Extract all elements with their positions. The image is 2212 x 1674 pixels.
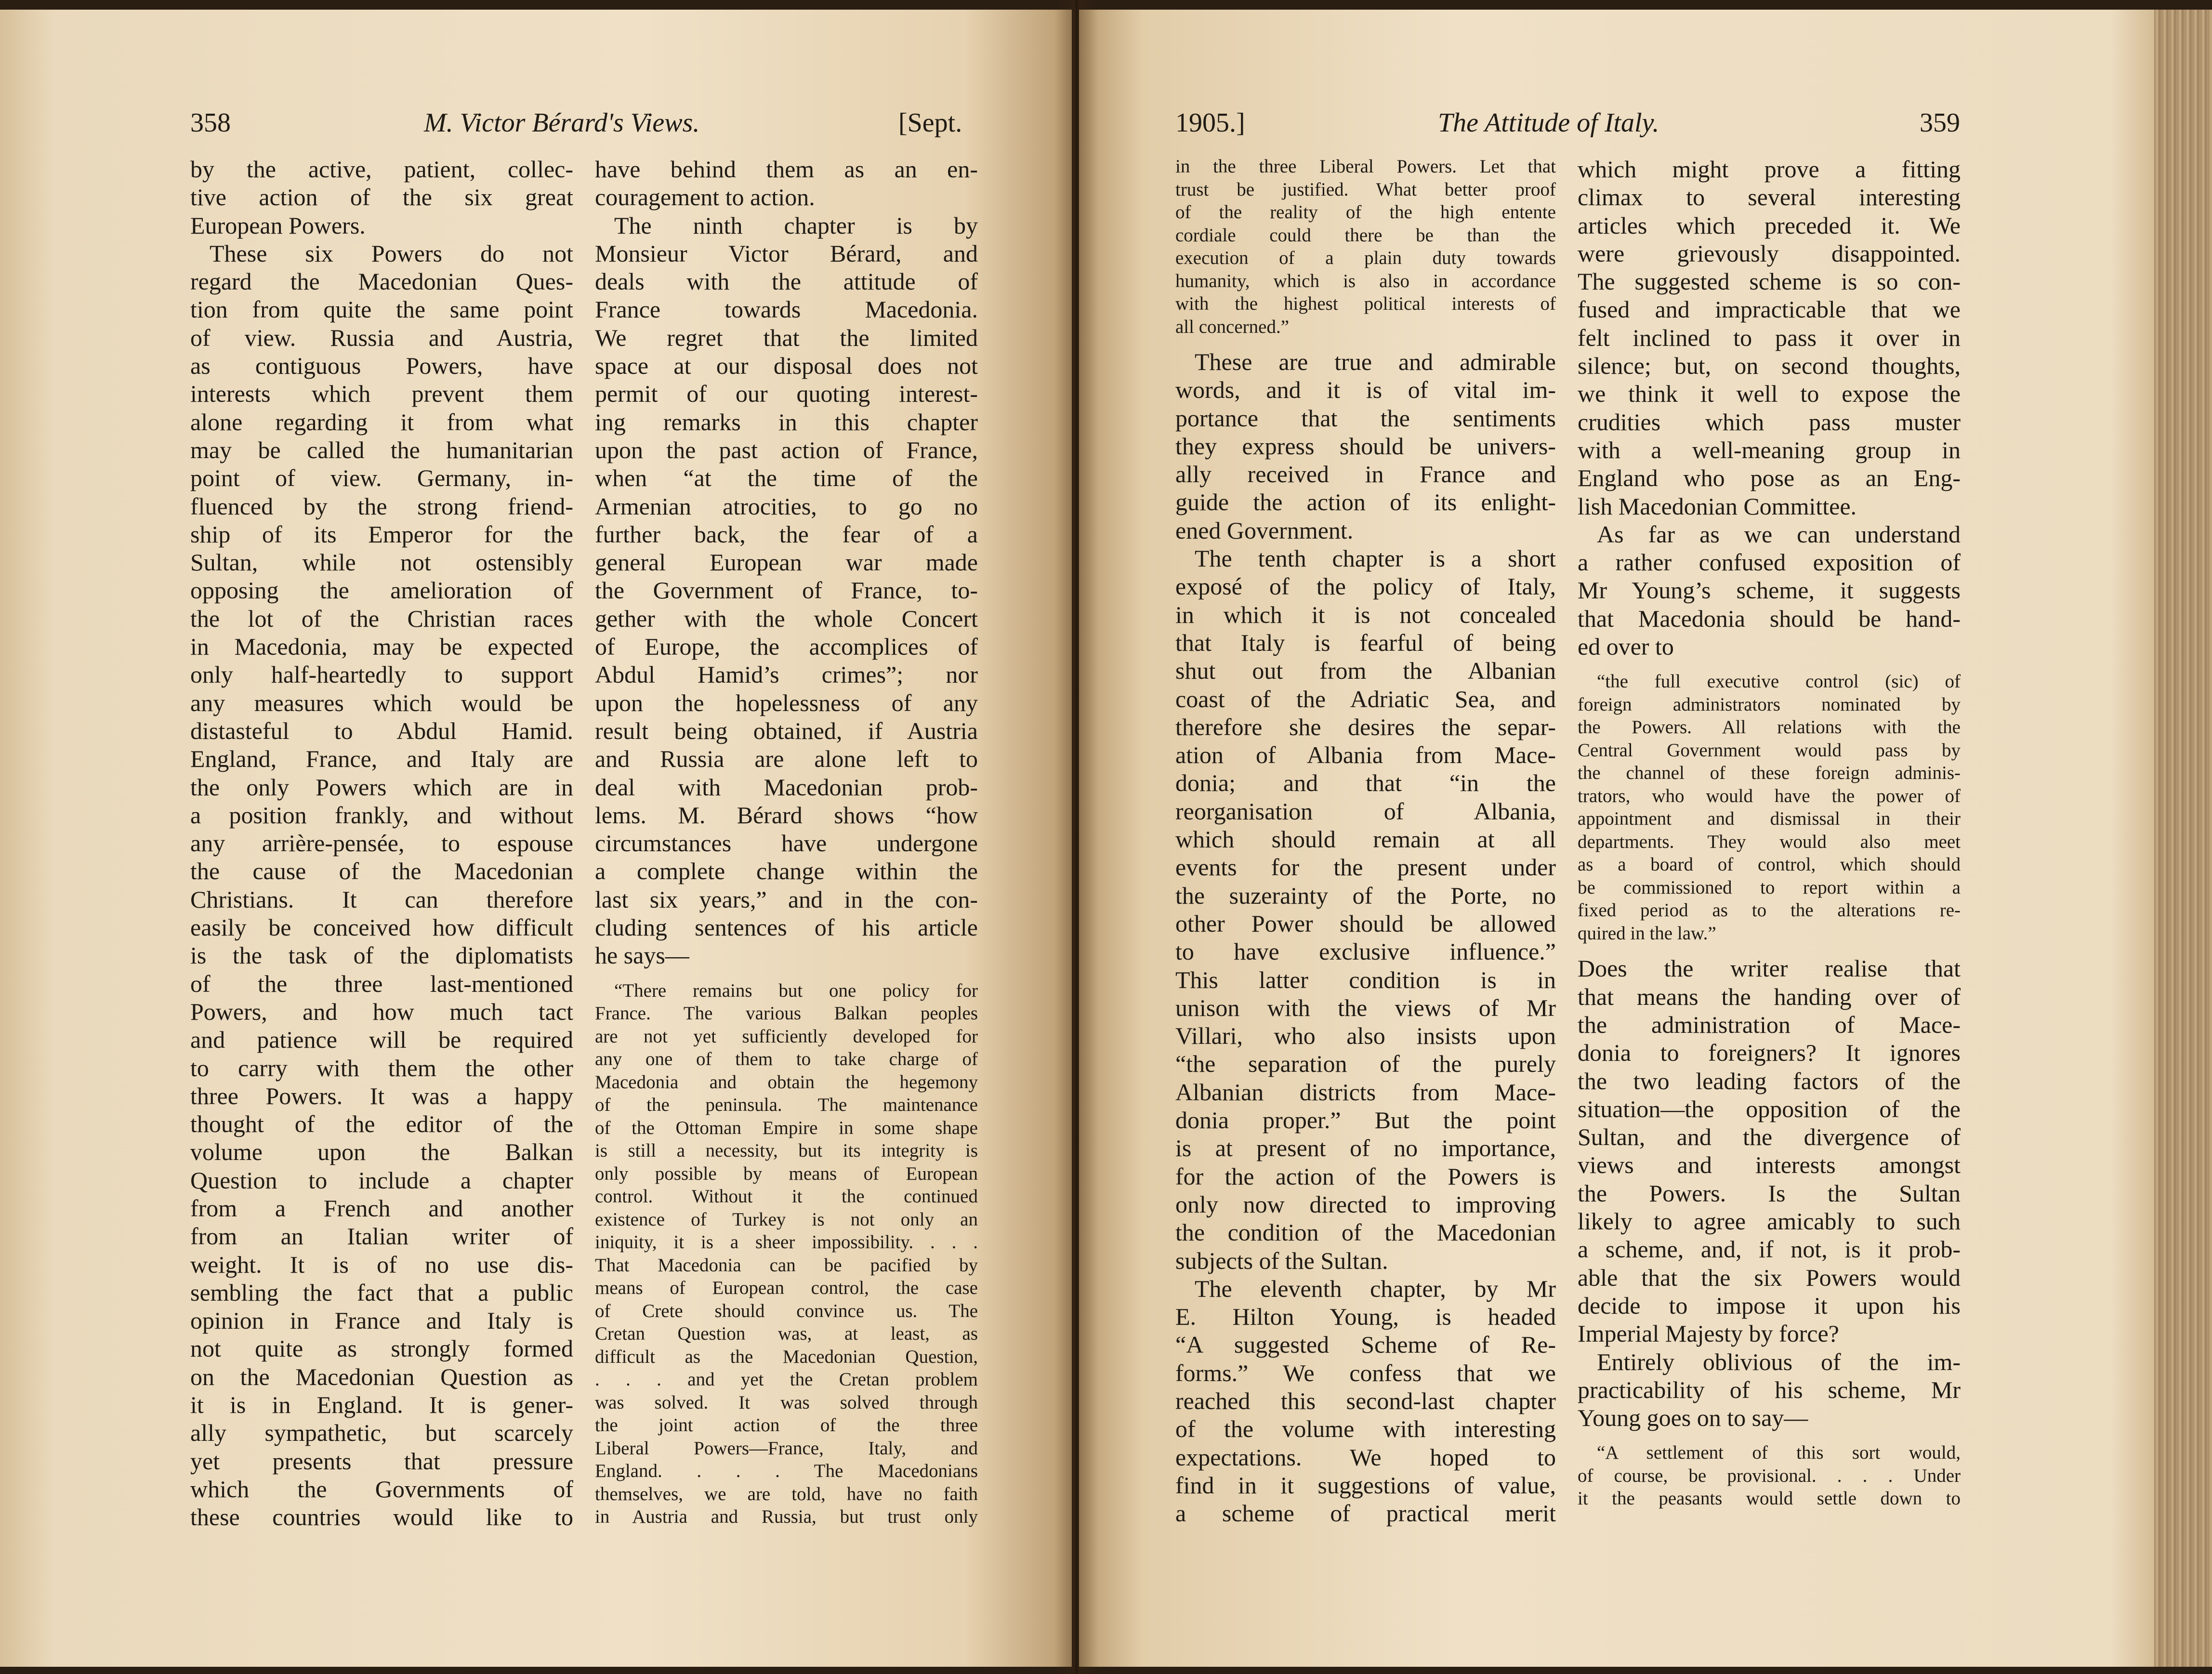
text-line: have behind them as an en- — [595, 156, 978, 183]
text-line: words, and it is of vital im- — [1175, 376, 1556, 404]
text-line: other Power should be allowed — [1175, 909, 1556, 937]
quote-line: of course, be provisional. . . . Under — [1578, 1465, 1961, 1486]
right-column-1 — [1175, 155, 1556, 1527]
text-line: shut out from the Albanian — [1175, 657, 1556, 685]
text-line: practicability of his scheme, Mr — [1578, 1376, 1961, 1403]
quote-line: trust be justified. What better proof — [1175, 179, 1556, 200]
left-running-title: M. Victor Bérard's Views. — [424, 108, 700, 138]
block-quote — [1578, 1441, 1961, 1510]
text-line: for the action of the Powers is — [1175, 1162, 1556, 1190]
text-line: the cause of the Macedonian — [190, 857, 573, 885]
text-line: The ninth chapter is by — [614, 211, 978, 239]
right-date-tag: 1905.] — [1175, 108, 1245, 138]
text-line: circumstances have undergone — [595, 830, 978, 857]
quote-line: quired in the law.” — [1578, 923, 1716, 944]
text-line: these countries would like to — [190, 1503, 573, 1531]
text-line: which the Governments of — [190, 1475, 573, 1503]
text-line: Christians. It can therefore — [190, 885, 573, 913]
text-line: tion from quite the same point — [190, 296, 573, 323]
text-line: he says— — [595, 942, 689, 969]
quote-line: in Austria and Russia, but trust only — [595, 1506, 978, 1528]
text-line: with a well-meaning group in — [1578, 436, 1961, 463]
text-line: thought of the editor of the — [190, 1110, 573, 1138]
text-line: Powers, and how much tact — [190, 998, 573, 1025]
text-line: a complete change within the — [595, 857, 978, 885]
text-line: the suzerainty of the Porte, no — [1175, 882, 1556, 909]
text-line: by the active, patient, collec- — [190, 156, 573, 183]
quote-line: in the three Liberal Powers. Let that — [1175, 156, 1556, 177]
text-line: last six years,” and in the con- — [595, 885, 978, 913]
paragraph-gap — [1578, 660, 1961, 670]
text-line: weight. It is of no use dis- — [190, 1251, 573, 1278]
text-line: climax to several interesting — [1578, 184, 1961, 211]
text-line: that Italy is fearful of being — [1175, 629, 1556, 656]
right-running-header — [0, 104, 2154, 142]
text-line: the only Powers which are in — [190, 773, 573, 801]
text-line: sembling the fact that a public — [190, 1279, 573, 1306]
text-line: Sultan, while not ostensibly — [190, 549, 573, 576]
page-edge-stack — [2154, 10, 2212, 1667]
quote-line: Liberal Powers—France, Italy, and — [595, 1437, 978, 1459]
text-line: couragement to action. — [595, 184, 815, 211]
text-line: when “at the time of the — [595, 464, 978, 492]
text-line: Villari, who also insists upon — [1175, 1022, 1556, 1050]
quote-line: means of European control, the case — [595, 1278, 978, 1299]
text-line: deal with Macedonian prob- — [595, 773, 978, 801]
text-line: were grievously disappointed. — [1578, 239, 1961, 267]
text-line: We regret that the limited — [595, 324, 978, 351]
quote-line: themselves, we are told, have no faith — [595, 1483, 978, 1504]
text-line: it is in England. It is gener- — [190, 1391, 573, 1419]
quote-line: of the peninsula. The maintenance — [595, 1094, 978, 1116]
quote-line: departments. They would also meet — [1578, 831, 1961, 852]
text-line: Sultan, and the divergence of — [1578, 1123, 1961, 1151]
text-line: as contiguous Powers, have — [190, 352, 573, 380]
text-line: These are true and admirable — [1195, 348, 1556, 375]
text-line: and patience will be required — [190, 1026, 573, 1054]
text-line: of the volume with interesting — [1175, 1415, 1556, 1443]
text-line: ally received in France and — [1175, 461, 1556, 488]
quote-line: Macedonia and obtain the hegemony — [595, 1071, 978, 1093]
quote-line: was solved. It was solved through — [595, 1392, 978, 1413]
text-line: easily be conceived how difficult — [190, 914, 573, 941]
quote-line: of the Ottoman Empire in some shape — [595, 1117, 978, 1138]
right-running-title: The Attitude of Italy. — [1438, 108, 1659, 138]
text-line: find in it suggestions of value, — [1175, 1471, 1556, 1499]
text-line: we think it well to expose the — [1578, 380, 1961, 408]
text-line: gether with the whole Concert — [595, 605, 978, 632]
quote-line: with the highest political interests of — [1175, 293, 1556, 314]
book-gutter — [1055, 0, 1098, 1674]
text-line: ship of its Emperor for the — [190, 520, 573, 548]
quote-line: foreign administrators nominated by — [1578, 694, 1961, 715]
text-line: the condition of the Macedonian — [1175, 1219, 1556, 1246]
quote-line: of the reality of the high entente — [1175, 202, 1556, 223]
text-line: forms.” We confess that we — [1175, 1359, 1556, 1386]
text-line: Abdul Hamid’s crimes”; nor — [595, 661, 978, 688]
text-line: lish Macedonian Committee. — [1578, 492, 1857, 520]
text-line: the Powers. Is the Sultan — [1578, 1179, 1961, 1207]
text-line: ed over to — [1578, 633, 1674, 660]
quote-line: “There remains but one policy for — [614, 980, 978, 1001]
quote-line: humanity, which is also in accordance — [1175, 270, 1556, 291]
text-line: donia; and that “in the — [1175, 769, 1556, 797]
text-line: of the three last-mentioned — [190, 970, 573, 997]
text-line: The tenth chapter is a short — [1195, 545, 1556, 572]
text-line: Does the writer realise that — [1578, 955, 1961, 982]
text-line: only now directed to improving — [1175, 1190, 1556, 1218]
text-line: volume upon the Balkan — [190, 1138, 573, 1166]
text-line: situation—the opposition of the — [1578, 1095, 1961, 1122]
quote-line: . . . and yet the Cretan problem — [595, 1369, 978, 1390]
quote-line: control. Without it the continued — [595, 1186, 978, 1207]
text-line: is the task of the diplomatists — [190, 942, 573, 969]
text-line: on the Macedonian Question as — [190, 1363, 573, 1390]
text-line: upon the hopelessness of any — [595, 689, 978, 716]
text-line: reorganisation of Albania, — [1175, 797, 1556, 825]
text-line: Albanian districts from Mace- — [1175, 1078, 1556, 1106]
paragraph-gap — [1578, 1432, 1961, 1441]
text-line: guide the action of its enlight- — [1175, 488, 1556, 516]
text-line: Young goes on to say— — [1578, 1404, 1808, 1432]
text-line: point of view. Germany, in- — [190, 464, 573, 492]
quote-line: are not yet sufficiently developed for — [595, 1026, 978, 1047]
quote-line: all concerned.” — [1175, 316, 1290, 337]
quote-line: of Crete should convince us. The — [595, 1300, 978, 1321]
text-line: Imperial Majesty by force? — [1578, 1320, 1839, 1347]
quote-line: cordiale could there be than the — [1175, 224, 1556, 246]
text-line: they express should be univers- — [1175, 432, 1556, 460]
quote-line: “A settlement of this sort would, — [1597, 1442, 1961, 1463]
text-line: further back, the fear of a — [595, 520, 978, 548]
text-line: donia proper.” But the point — [1175, 1107, 1556, 1134]
text-line: views and interests amongst — [1578, 1151, 1961, 1179]
text-line: not quite as strongly formed — [190, 1335, 573, 1362]
quote-line: England. . . . The Macedonians — [595, 1461, 978, 1482]
text-line: articles which preceded it. We — [1578, 211, 1961, 239]
text-line: from a French and another — [190, 1194, 573, 1222]
quote-line: execution of a plain duty towards — [1175, 248, 1556, 268]
quote-line: fixed period as to the alterations re- — [1578, 900, 1961, 921]
right-page-number: 359 — [1920, 108, 1960, 138]
text-line: ened Government. — [1175, 516, 1354, 544]
text-line: France towards Macedonia. — [595, 296, 978, 323]
text-line: ally sympathetic, but scarcely — [190, 1419, 573, 1447]
text-line: space at our disposal does not — [595, 352, 978, 380]
text-line: any measures which would be — [190, 689, 573, 716]
text-line: silence; but, on second thoughts, — [1578, 352, 1961, 380]
text-line: only half-heartedly to support — [190, 661, 573, 688]
text-line: permit of our quoting interest- — [595, 380, 978, 408]
text-line: expectations. We hoped to — [1175, 1443, 1556, 1471]
text-line: exposé of the policy of Italy, — [1175, 573, 1556, 600]
text-line: and Russia are alone left to — [595, 745, 978, 773]
block-quote — [1175, 155, 1556, 338]
quote-line: France. The various Balkan peoples — [595, 1003, 978, 1024]
quote-line: appointment and dismissal in their — [1578, 808, 1961, 830]
quote-line: be commissioned to report within a — [1578, 877, 1961, 898]
text-line: These six Powers do not — [210, 239, 573, 267]
quote-line: Central Government would pass by — [1578, 739, 1961, 761]
block-quote — [595, 979, 978, 1529]
text-line: may be called the humanitarian — [190, 436, 573, 463]
text-line: able that the six Powers would — [1578, 1264, 1961, 1291]
text-line: tive action of the six great — [190, 184, 573, 211]
text-line: of view. Russia and Austria, — [190, 324, 573, 351]
text-line: the Government of France, to- — [595, 577, 978, 604]
quote-line: existence of Turkey is not only an — [595, 1209, 978, 1230]
text-line: that Macedonia should be hand- — [1578, 605, 1961, 632]
quote-line: difficult as the Macedonian Question, — [595, 1346, 978, 1367]
text-line: interests which prevent them — [190, 380, 573, 408]
text-line: alone regarding it from what — [190, 408, 573, 435]
text-line: portance that the sentiments — [1175, 404, 1556, 432]
text-line: crudities which pass muster — [1578, 408, 1961, 435]
text-line: “A suggested Scheme of Re- — [1175, 1331, 1556, 1358]
text-line: a scheme of practical merit — [1175, 1500, 1556, 1527]
text-line: Mr Young’s scheme, it suggests — [1578, 577, 1961, 604]
paragraph-gap — [595, 970, 978, 979]
text-line: fused and impracticable that we — [1578, 296, 1961, 323]
text-line: general European war made — [595, 549, 978, 576]
text-line: This latter condition is in — [1175, 966, 1556, 993]
text-line: deals with the attitude of — [595, 268, 978, 295]
text-line: E. Hilton Young, is headed — [1175, 1303, 1556, 1331]
text-line: England who pose as an Eng- — [1578, 464, 1961, 492]
text-line: is at present of no importance, — [1175, 1134, 1556, 1162]
text-line: As far as we can understand — [1597, 520, 1961, 548]
text-line: Entirely oblivious of the im- — [1597, 1348, 1961, 1375]
quote-line: the Powers. All relations with the — [1578, 717, 1961, 738]
text-line: three Powers. It was a happy — [190, 1082, 573, 1109]
text-line: lems. M. Bérard shows “how — [595, 801, 978, 829]
text-line: coast of the Adriatic Sea, and — [1175, 685, 1556, 712]
text-line: a scheme, and, if not, is it prob- — [1578, 1236, 1961, 1263]
text-line: from an Italian writer of — [190, 1223, 573, 1250]
text-line: the two leading factors of the — [1578, 1067, 1961, 1094]
quote-line: the channel of these foreign adminis- — [1578, 763, 1961, 784]
text-line: a rather confused exposition of — [1578, 549, 1961, 576]
paragraph-gap — [1578, 945, 1961, 954]
quote-line: it the peasants would settle down to — [1578, 1488, 1961, 1509]
paragraph-gap — [1175, 338, 1556, 348]
text-line: European Powers. — [190, 211, 366, 239]
text-line: reached this second-last chapter — [1175, 1387, 1556, 1414]
text-line: therefore she desires the separ- — [1175, 713, 1556, 740]
text-line: England, France, and Italy are — [190, 745, 573, 773]
left-date-tag: [Sept. — [898, 108, 962, 138]
block-quote — [1578, 670, 1961, 945]
right-column-2 — [1578, 155, 1961, 1510]
text-line: events for the present under — [1175, 854, 1556, 881]
quote-line: as a board of control, which should — [1578, 854, 1961, 875]
text-line: in which it is not concealed — [1175, 601, 1556, 628]
text-line: fluenced by the strong friend- — [190, 492, 573, 520]
text-line: donia to foreigners? It ignores — [1578, 1039, 1961, 1067]
text-line: ing remarks in this chapter — [595, 408, 978, 435]
left-page-number: 358 — [190, 108, 231, 138]
text-line: ation of Albania from Mace- — [1175, 741, 1556, 769]
text-line: The eleventh chapter, by Mr — [1195, 1275, 1556, 1302]
left-column-1 — [190, 155, 573, 1531]
text-line: which should remain at all — [1175, 826, 1556, 853]
left-column-2 — [595, 155, 978, 1529]
text-line: in Macedonia, may be expected — [190, 633, 573, 660]
text-line: to have exclusive influence.” — [1175, 938, 1556, 965]
text-line: the lot of the Christian races — [190, 605, 573, 632]
quote-line: iniquity, it is a sheer impossibility. . . . — [595, 1232, 978, 1253]
text-line: likely to agree amicably to such — [1578, 1208, 1961, 1235]
text-line: Question to include a chapter — [190, 1166, 573, 1194]
text-line: opposing the amelioration of — [190, 577, 573, 604]
text-line: cluding sentences of his article — [595, 914, 978, 941]
text-line: to carry with them the other — [190, 1054, 573, 1081]
text-line: upon the past action of France, — [595, 436, 978, 463]
text-line: of Europe, the accomplices of — [595, 633, 978, 660]
text-line: yet presents that pressure — [190, 1447, 573, 1475]
text-line: decide to impose it upon his — [1578, 1292, 1961, 1319]
text-line: opinion in France and Italy is — [190, 1307, 573, 1334]
quote-line: any one of them to take charge of — [595, 1049, 978, 1070]
text-line: unison with the views of Mr — [1175, 994, 1556, 1021]
text-line: the administration of Mace- — [1578, 1011, 1961, 1038]
text-line: that means the handing over of — [1578, 983, 1961, 1010]
quote-line: Cretan Question was, at least, as — [595, 1323, 978, 1344]
text-line: subjects of the Sultan. — [1175, 1247, 1388, 1274]
text-line: felt inclined to pass it over in — [1578, 324, 1961, 351]
quote-line: trators, who would have the power of — [1578, 785, 1961, 806]
text-line: distasteful to Abdul Hamid. — [190, 717, 573, 744]
text-line: The suggested scheme is so con- — [1578, 268, 1961, 295]
quote-line: the joint action of the three — [595, 1415, 978, 1436]
text-line: Armenian atrocities, to go no — [595, 492, 978, 520]
text-line: result being obtained, if Austria — [595, 717, 978, 744]
text-line: regard the Macedonian Ques- — [190, 268, 573, 295]
quote-line: That Macedonia can be pacified by — [595, 1254, 978, 1276]
text-line: Monsieur Victor Bérard, and — [595, 239, 978, 267]
quote-line: “the full executive control (sic) of — [1597, 671, 1961, 692]
text-line: which might prove a fitting — [1578, 156, 1961, 183]
text-line: any arrière-pensée, to espouse — [190, 830, 573, 857]
text-line: a position frankly, and without — [190, 801, 573, 829]
quote-line: only possible by means of European — [595, 1163, 978, 1184]
quote-line: is still a necessity, but its integrity is — [595, 1140, 978, 1161]
text-line: “the separation of the purely — [1175, 1050, 1556, 1078]
